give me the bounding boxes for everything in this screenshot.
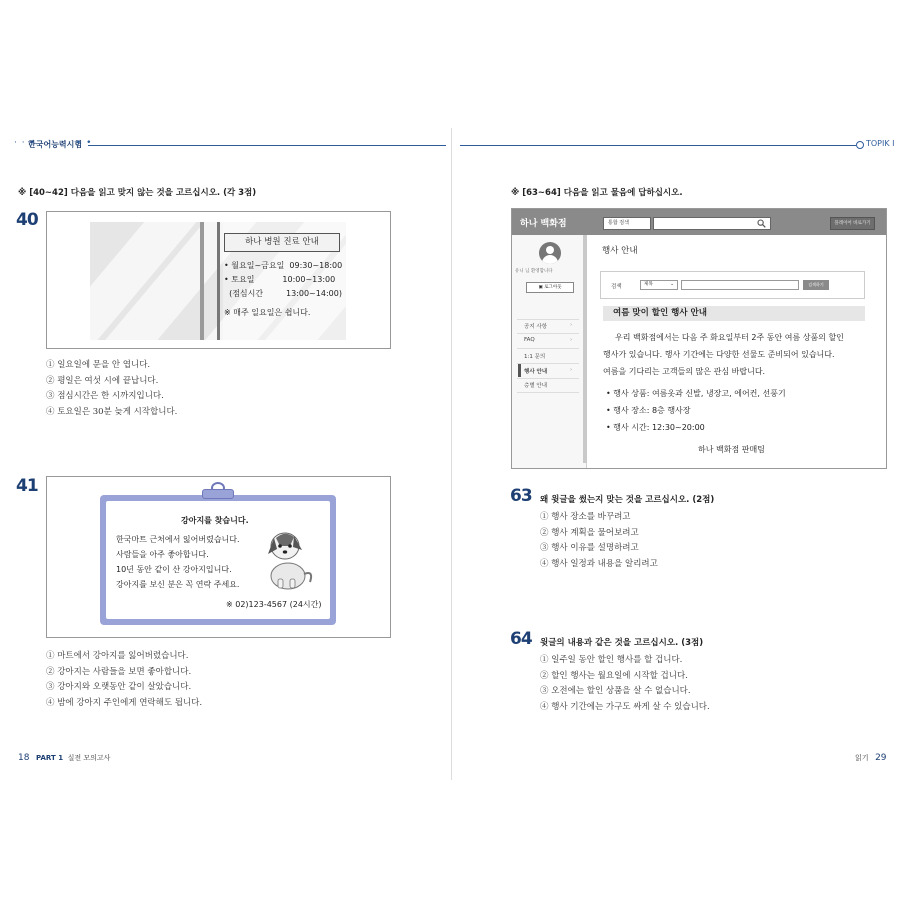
q41-options [46,649,202,711]
sidebar-item-inquiry[interactable]: 1:1 문의 [524,354,546,360]
menu-divider [517,348,579,349]
header-title-left: 한국어능력시험 [28,140,83,149]
event-bullet: • 행사 시간: 12:30~20:00 [606,423,705,432]
notice-line: 한국마트 근처에서 잃어버렸습니다. [116,535,240,544]
question-number-64: 64 [510,629,532,649]
option-4[interactable]: ④ 토요일은 30분 늦게 시작합니다. [46,406,178,417]
filter-search-button[interactable]: 검색하기 [803,280,829,290]
website-search-input[interactable] [653,217,771,230]
notice-line: 10년 동안 같이 산 강아지입니다. [116,565,232,574]
header-dots-left-2: • • [76,138,93,148]
hospital-hours-line: (점심시간 13:00~14:00) [224,289,342,298]
question-64: 윗글의 내용과 같은 것을 고르십시오. (3점) [540,638,704,648]
website-page-title: 행사 안내 [602,246,638,256]
menu-divider [517,378,579,379]
page-gutter [451,128,452,780]
q63-options [540,510,658,572]
option-3[interactable]: ③ 점심시간은 한 시까지입니다. [46,391,164,401]
option-2[interactable]: ② 평일은 여섯 시에 끝납니다. [46,375,159,386]
footer-page-number: 18 [18,753,30,763]
header-rule-right [460,145,856,146]
q40-options [46,358,177,420]
chevron-icon: › [570,367,573,373]
lock-icon: ▣ [538,285,543,290]
footer-section: 읽기 [855,754,869,762]
event-body-line: 행사가 있습니다. 행사 기간에는 다양한 선물도 준비되어 있습니다. [603,350,835,359]
user-avatar-icon [539,242,561,264]
event-signature: 하나 백화점 판매팀 [698,445,765,454]
user-greeting: 유니 님 환영합니다 [515,269,553,274]
option-2[interactable]: ② 행사 계획을 물어보려고 [540,527,639,538]
event-body-line: 여름을 기다리는 고객들의 많은 관심 바랍니다. [603,367,766,376]
option-3[interactable]: ③ 행사 이유를 설명하려고 [540,543,639,553]
footer-section: 실전 모의고사 [67,754,111,762]
search-icon[interactable] [757,219,766,228]
filter-input[interactable] [681,280,799,290]
option-1[interactable]: ① 행사 장소를 바꾸려고 [540,512,631,522]
option-3[interactable]: ③ 오전에는 할인 상품을 살 수 없습니다. [540,686,691,696]
footer-page-number: 29 [875,753,887,763]
notice-line: 사람들을 아주 좋아합니다. [116,550,209,559]
header-rule-left [88,145,446,146]
hospital-hours-line: • 월요일~금요일 09:30~18:00 [224,261,343,270]
option-1[interactable]: ① 일요일에 문을 안 엽니다. [46,360,151,370]
q64-options [540,653,710,715]
sidebar-item-notice[interactable]: 공지 사항 [524,324,548,330]
event-bullet: • 행사 장소: 8층 행사장 [606,406,691,415]
notice-title: 강아지를 찾습니다. [181,516,249,525]
clip-icon [202,489,234,499]
option-4[interactable]: ④ 행사 기간에는 가구도 싸게 살 수 있습니다. [540,701,710,712]
website-search-select[interactable]: 통합 검색 [603,217,651,230]
instruction-40-42: ※ [40~42] 다음을 읽고 맞지 않는 것을 고르십시오. (각 3점) [18,188,257,198]
puppy-icon [258,524,320,590]
notice-contact: ※ 02)123-4567 (24시간) [226,600,322,609]
question-number-40: 40 [16,210,38,230]
menu-divider [517,392,579,393]
question-number-63: 63 [510,486,532,506]
instruction-63-64: ※ [63~64] 다음을 읽고 물음에 답하십시오. [511,188,683,198]
header-title-right: TOPIK Ⅰ [866,139,895,148]
question-number-41: 41 [16,476,38,496]
event-body-line: 우리 백화점에서는 다음 주 화요일부터 2주 동안 여름 상품의 할인 [615,333,844,342]
hospital-hours-line: • 토요일 10:00~13:00 [224,275,336,284]
footer-part: PART 1 [36,754,64,762]
logout-button[interactable] [526,282,574,293]
event-title: 여름 맞이 할인 행사 안내 [603,306,865,321]
filter-select-value: 제목 [644,282,653,287]
option-1[interactable]: ① 일주일 동안 할인 행사를 할 겁니다. [540,655,683,665]
sidebar-item-faq[interactable]: FAQ [524,337,535,343]
active-indicator [518,364,521,377]
option-1[interactable]: ① 마트에서 강아지를 잃어버렸습니다. [46,651,189,661]
hospital-sign-title: 하나 병원 진료 안내 [224,233,340,252]
event-bullet: • 행사 상품: 여름옷과 신발, 냉장고, 에어컨, 선풍기 [606,389,786,398]
filter-select[interactable] [640,280,678,290]
website-logo: 하나 백화점 [520,219,567,229]
chevron-icon: › [570,322,573,328]
question-63: 왜 윗글을 썼는지 맞는 것을 고르십시오. (2점) [540,495,715,505]
sidebar-item-events[interactable]: 행사 안내 [524,369,548,375]
option-2[interactable]: ② 강아지는 사람들을 보면 좋아합니다. [46,666,192,677]
chevron-down-icon: ⌄ [670,282,674,287]
menu-divider [517,333,579,334]
sidebar-scrollbar[interactable] [583,235,587,463]
sidebar-item-floors[interactable]: 층별 안내 [524,383,548,389]
footer-right [855,753,887,763]
chevron-icon: › [570,337,573,343]
menu-divider [517,319,579,320]
header-circle-icon [856,141,864,149]
footer-left [18,753,110,763]
website-top-button[interactable]: 플레이어 바로가기 [830,217,875,230]
option-3[interactable]: ③ 강아지와 오랫동안 같이 살았습니다. [46,682,192,692]
option-2[interactable]: ② 할인 행사는 월요일에 시작할 겁니다. [540,670,688,681]
notice-line: 강아지를 보신 분은 꼭 연락 주세요. [116,580,240,589]
logout-label: 로그아웃 [544,285,562,290]
menu-divider [517,363,579,364]
option-4[interactable]: ④ 밤에 강아지 주인에게 연락해도 됩니다. [46,697,203,708]
header-dots-left: · · • [14,138,36,148]
option-4[interactable]: ④ 행사 일정과 내용을 알리려고 [540,558,658,569]
filter-label: 검색 [611,284,622,290]
hospital-sign-note: ※ 매주 일요일은 쉽니다. [224,308,311,317]
